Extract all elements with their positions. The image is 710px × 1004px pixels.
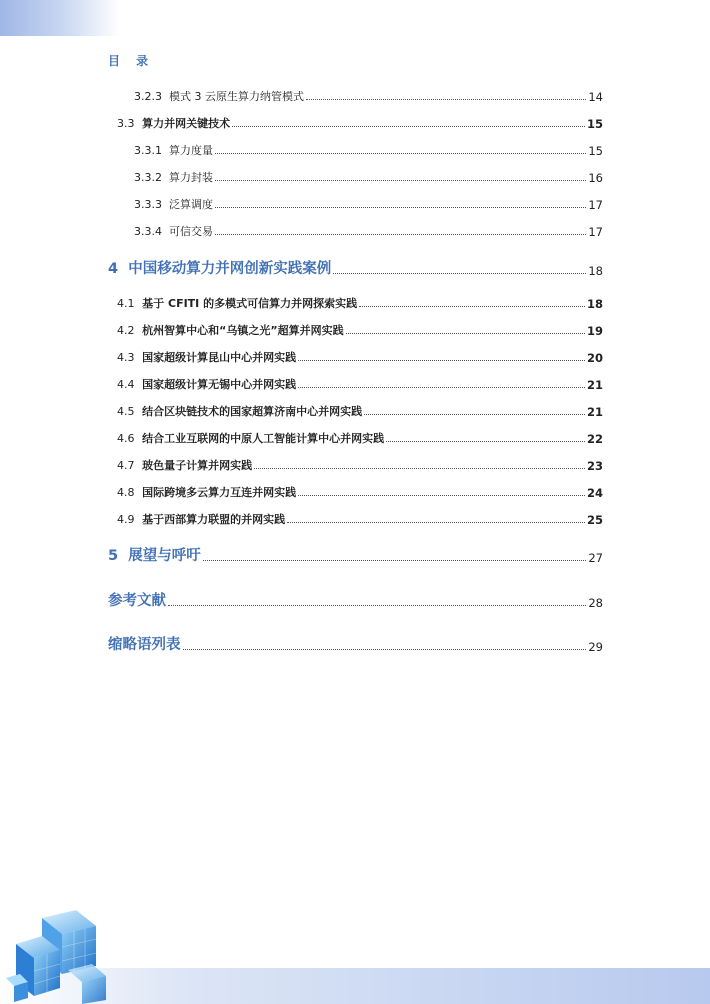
toc-entry-title: 算力度量	[169, 144, 213, 157]
toc-leader-dots	[298, 495, 585, 496]
toc-entry[interactable]	[0, 457, 710, 473]
toc-leader-dots	[215, 234, 586, 235]
toc-entry-title: 泛算调度	[169, 198, 213, 211]
toc-entry-page: 21	[586, 378, 603, 392]
toc-entry-number: 4.1	[117, 297, 135, 310]
toc-entry-page: 23	[586, 459, 603, 473]
toc-entry-label	[134, 169, 213, 185]
toc-entry-title: 可信交易	[169, 225, 213, 238]
toc-entry-number: 4.9	[117, 513, 135, 526]
toc-entry-title: 国家超级计算昆山中心并网实践	[142, 351, 297, 364]
toc-entry-title: 缩略语列表	[108, 637, 181, 653]
toc-entry[interactable]	[0, 403, 710, 419]
toc-entry-number: 4.5	[117, 405, 135, 418]
toc-leader-dots	[168, 605, 586, 606]
toc-entry-page: 18	[588, 264, 603, 278]
toc-entry[interactable]	[0, 430, 710, 446]
toc-leader-dots	[287, 522, 585, 523]
toc-leader-dots	[232, 126, 585, 127]
toc-entry-page: 28	[588, 596, 603, 610]
toc-entry[interactable]	[0, 511, 710, 527]
toc-entry-title: 中国移动算力并网创新实践案例	[128, 261, 332, 277]
toc-entry-label	[134, 196, 213, 212]
toc-chapter-entry[interactable]	[0, 634, 710, 654]
toc-entry-label	[134, 142, 213, 158]
toc-leader-dots	[215, 207, 586, 208]
toc-entry-number: 4.8	[117, 486, 135, 499]
toc-leader-dots	[298, 360, 585, 361]
toc-entry[interactable]	[0, 322, 710, 338]
toc-entry-title: 参考文献	[108, 593, 166, 609]
toc-entry-page: 16	[588, 171, 603, 185]
toc-entry-page: 15	[586, 117, 603, 131]
toc-entry-number: 3.3.1	[134, 144, 162, 157]
toc-entry-page: 22	[586, 432, 603, 446]
top-decorative-band	[0, 0, 120, 36]
toc-entry-title: 杭州智算中心和“乌镇之光”超算并网实践	[142, 324, 344, 337]
toc-entry-page: 18	[586, 297, 603, 311]
toc-entry-label	[117, 511, 285, 527]
toc-entry-number: 3.3.4	[134, 225, 162, 238]
toc-entry-label	[108, 544, 201, 565]
toc-entry-label	[134, 88, 304, 104]
toc-entry-title: 结合区块链技术的国家超算济南中心并网实践	[142, 405, 363, 418]
toc-entry-number: 4.7	[117, 459, 135, 472]
toc-chapter-entry[interactable]	[0, 258, 710, 278]
toc-entry-label	[117, 403, 362, 419]
toc-leader-dots	[254, 468, 585, 469]
toc-entry-page: 17	[588, 225, 603, 239]
cube-logo-icon	[2, 904, 110, 1004]
toc-entry-title: 结合工业互联网的中原人工智能计算中心并网实践	[142, 432, 385, 445]
toc-entry-number: 4.6	[117, 432, 135, 445]
toc-entry-title: 国际跨境多云算力互连并网实践	[142, 486, 297, 499]
toc-entry-number: 4.2	[117, 324, 135, 337]
toc-entry-title: 模式 3 云原生算力纳管模式	[169, 90, 304, 103]
toc-entry-page: 24	[586, 486, 603, 500]
toc-leader-dots	[386, 441, 585, 442]
toc-entry-page: 14	[588, 90, 603, 104]
toc-entry-label	[117, 457, 252, 473]
toc-entry-number: 4	[108, 261, 119, 277]
toc-entry-number: 3.3.2	[134, 171, 162, 184]
toc-entry-title: 玻色量子计算并网实践	[142, 459, 253, 472]
toc-entry[interactable]	[0, 376, 710, 392]
toc-leader-dots	[215, 153, 586, 154]
toc-entry-page: 27	[588, 551, 603, 565]
toc-entry-title: 基于西部算力联盟的并网实践	[142, 513, 286, 526]
toc-entry-page: 17	[588, 198, 603, 212]
toc-entry-page: 15	[588, 144, 603, 158]
toc-entry[interactable]	[0, 142, 710, 158]
toc-entry-title: 算力并网关键技术	[142, 117, 231, 130]
toc-entry-title: 国家超级计算无锡中心并网实践	[142, 378, 297, 391]
toc-entry-page: 25	[586, 513, 603, 527]
toc-entry-page: 21	[586, 405, 603, 419]
toc-entry-title: 展望与呼吁	[128, 548, 201, 564]
toc-entry[interactable]	[0, 88, 710, 104]
toc-entry-number: 4.3	[117, 351, 135, 364]
toc-entry-number: 3.3	[117, 117, 135, 130]
toc-entry-label	[117, 115, 230, 131]
toc-entry-label	[117, 322, 344, 338]
toc-entry-label	[117, 295, 357, 311]
toc-entry-label	[117, 349, 296, 365]
toc-entry[interactable]	[0, 295, 710, 311]
toc-entry[interactable]	[0, 484, 710, 500]
toc-leader-dots	[359, 306, 585, 307]
toc-entry[interactable]	[0, 349, 710, 365]
toc-entry-number: 5	[108, 548, 119, 564]
toc-entry-page: 19	[586, 324, 603, 338]
toc-entry-page: 20	[586, 351, 603, 365]
toc-leader-dots	[306, 99, 586, 100]
toc-entry-label	[108, 257, 331, 278]
toc-entry[interactable]	[0, 169, 710, 185]
toc-chapter-entry[interactable]	[0, 545, 710, 565]
toc-entry-page: 29	[588, 640, 603, 654]
toc-entry[interactable]	[0, 196, 710, 212]
toc-header-title: 目 录	[108, 54, 155, 68]
toc-leader-dots	[215, 180, 586, 181]
toc-leader-dots	[364, 414, 585, 415]
toc-entry-title: 算力封装	[169, 171, 213, 184]
toc-entry-label	[117, 430, 384, 446]
toc-entry-number: 4.4	[117, 378, 135, 391]
toc-chapter-entry[interactable]	[0, 590, 710, 610]
toc-entry[interactable]	[0, 115, 710, 131]
toc-entry-number: 3.2.3	[134, 90, 162, 103]
toc-leader-dots	[333, 273, 586, 274]
toc-entry-number: 3.3.3	[134, 198, 162, 211]
toc-leader-dots	[183, 649, 587, 650]
toc-entry[interactable]	[0, 223, 710, 239]
toc-leader-dots	[298, 387, 585, 388]
toc-entry-label	[134, 223, 213, 239]
toc-entry-label	[117, 484, 296, 500]
toc-entry-title: 基于 CFITI 的多模式可信算力并网探索实践	[142, 297, 358, 310]
toc-leader-dots	[346, 333, 585, 334]
toc-entry-label	[117, 376, 296, 392]
toc-leader-dots	[203, 560, 587, 561]
